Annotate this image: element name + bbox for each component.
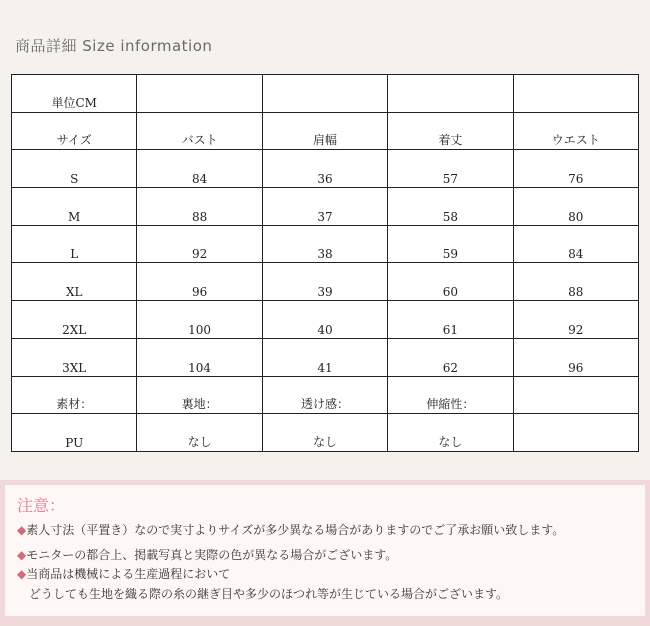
table-cell [137, 75, 262, 113]
table-row [12, 301, 639, 339]
table-cell [513, 414, 638, 452]
table-cell [513, 188, 638, 226]
table-cell-text: 36 [317, 172, 333, 187]
table-row [12, 150, 639, 188]
size-table-wrapper [11, 74, 639, 452]
table-cell-text: なし [438, 434, 463, 449]
table-cell [12, 112, 137, 150]
table-cell [388, 75, 513, 113]
table-cell [12, 338, 137, 376]
table-row [12, 225, 639, 263]
table-cell [137, 338, 262, 376]
table-row [12, 414, 639, 452]
table-cell-text: 37 [317, 209, 333, 224]
table-row [12, 338, 639, 376]
table-cell [137, 150, 262, 188]
note-item [17, 521, 564, 538]
table-cell [388, 414, 513, 452]
table-cell [388, 376, 513, 414]
table-cell-text: 40 [317, 322, 333, 337]
table-cell [388, 150, 513, 188]
table-cell-text: なし [313, 434, 338, 449]
table-cell-text: 41 [317, 360, 333, 375]
table-cell [12, 376, 137, 414]
note-item [17, 546, 397, 563]
table-cell-text: 57 [442, 172, 459, 187]
table-cell-text: 2XL [62, 322, 87, 337]
table-cell-text: M [68, 209, 81, 224]
table-cell-text: 80 [568, 209, 584, 224]
table-cell [262, 376, 387, 414]
diamond-bullet-icon: ◆ [17, 548, 27, 562]
table-cell [12, 414, 137, 452]
table-cell [388, 338, 513, 376]
table-cell-text: S [70, 172, 79, 187]
table-cell [262, 263, 387, 301]
table-cell-text: 61 [442, 322, 459, 337]
table-row [12, 112, 639, 150]
table-cell-text: バスト [181, 133, 218, 148]
table-cell [388, 301, 513, 339]
table-row [12, 376, 639, 414]
notes-panel [0, 480, 650, 626]
table-cell-text: 96 [568, 360, 584, 375]
table-cell [388, 263, 513, 301]
table-cell-text: 88 [191, 209, 208, 224]
note-continuation: どうしても生地を織る際の糸の継ぎ目や多少のほつれ等が生じている場合がございます。 [29, 587, 509, 601]
table-cell [513, 263, 638, 301]
table-cell [12, 301, 137, 339]
table-cell-text: 84 [568, 247, 584, 262]
table-cell-text: L [70, 247, 79, 262]
table-cell [262, 414, 387, 452]
table-cell-text: 39 [317, 285, 333, 300]
table-cell-text: 3XL [62, 360, 87, 375]
table-cell [513, 338, 638, 376]
table-cell-text: 59 [442, 247, 459, 262]
table-cell-text: 肩幅 [313, 133, 338, 148]
table-cell-text: 96 [191, 285, 208, 300]
table-cell [262, 112, 387, 150]
table-cell [513, 112, 638, 150]
table-cell [137, 376, 262, 414]
table-cell-text: 単位CM [51, 95, 97, 110]
table-cell [12, 225, 137, 263]
table-cell-text: 92 [568, 322, 584, 337]
table-cell [262, 188, 387, 226]
size-table [11, 74, 639, 452]
table-cell-text: 62 [442, 360, 459, 375]
table-cell [137, 301, 262, 339]
notes-title: 注意： [17, 496, 66, 515]
table-cell-text: 84 [191, 172, 208, 187]
table-cell [513, 376, 638, 414]
table-cell-text: XL [65, 285, 83, 300]
table-cell-text: サイズ [56, 133, 92, 148]
note-text: モニターの都合上、掲載写真と実際の色が異なる場合がございます。 [26, 548, 398, 562]
table-row [12, 263, 639, 301]
table-cell [137, 225, 262, 263]
table-cell-text: 100 [188, 322, 212, 337]
note-text: 素人寸法（平置き）なので実寸よりサイズが多少異なる場合がありますのでご了承お願い致します。 [26, 523, 565, 537]
table-cell-text: 92 [191, 247, 208, 262]
table-cell [513, 150, 638, 188]
table-row [12, 188, 639, 226]
table-cell [513, 75, 638, 113]
table-cell [388, 188, 513, 226]
table-cell-text: 素材： [56, 397, 93, 412]
notes-panel-inner [5, 485, 645, 616]
table-cell-text: なし [187, 434, 212, 449]
table-cell-text: 104 [188, 360, 212, 375]
table-cell-text: 38 [317, 247, 333, 262]
table-cell [262, 338, 387, 376]
table-cell [388, 112, 513, 150]
table-cell [12, 263, 137, 301]
table-cell [137, 188, 262, 226]
note-text: 当商品は機械による生産過程において [26, 567, 231, 581]
table-cell [513, 225, 638, 263]
table-cell [513, 301, 638, 339]
table-cell [12, 150, 137, 188]
table-cell [137, 414, 262, 452]
table-cell [262, 75, 387, 113]
table-cell-text: 76 [568, 172, 584, 187]
diamond-bullet-icon: ◆ [17, 523, 27, 537]
table-cell [137, 263, 262, 301]
table-cell [12, 188, 137, 226]
diamond-bullet-icon: ◆ [17, 567, 27, 581]
table-cell [262, 301, 387, 339]
table-cell [262, 150, 387, 188]
table-cell-text: 裏地： [181, 397, 218, 412]
note-item [17, 565, 230, 582]
table-cell [12, 75, 137, 113]
table-cell [137, 112, 262, 150]
table-cell-text: 透け感： [301, 397, 350, 412]
table-cell [388, 225, 513, 263]
table-cell-text: PU [65, 435, 84, 450]
table-cell [262, 225, 387, 263]
table-cell-text: 58 [442, 209, 459, 224]
table-cell-text: ウエスト [551, 133, 600, 148]
table-cell-text: 伸縮性： [426, 397, 475, 412]
table-cell-text: 88 [568, 285, 584, 300]
table-row [12, 75, 639, 113]
table-cell-text: 着丈 [438, 133, 463, 148]
section-title: 商品詳細 Size information [15, 37, 213, 55]
table-cell-text: 60 [442, 285, 459, 300]
